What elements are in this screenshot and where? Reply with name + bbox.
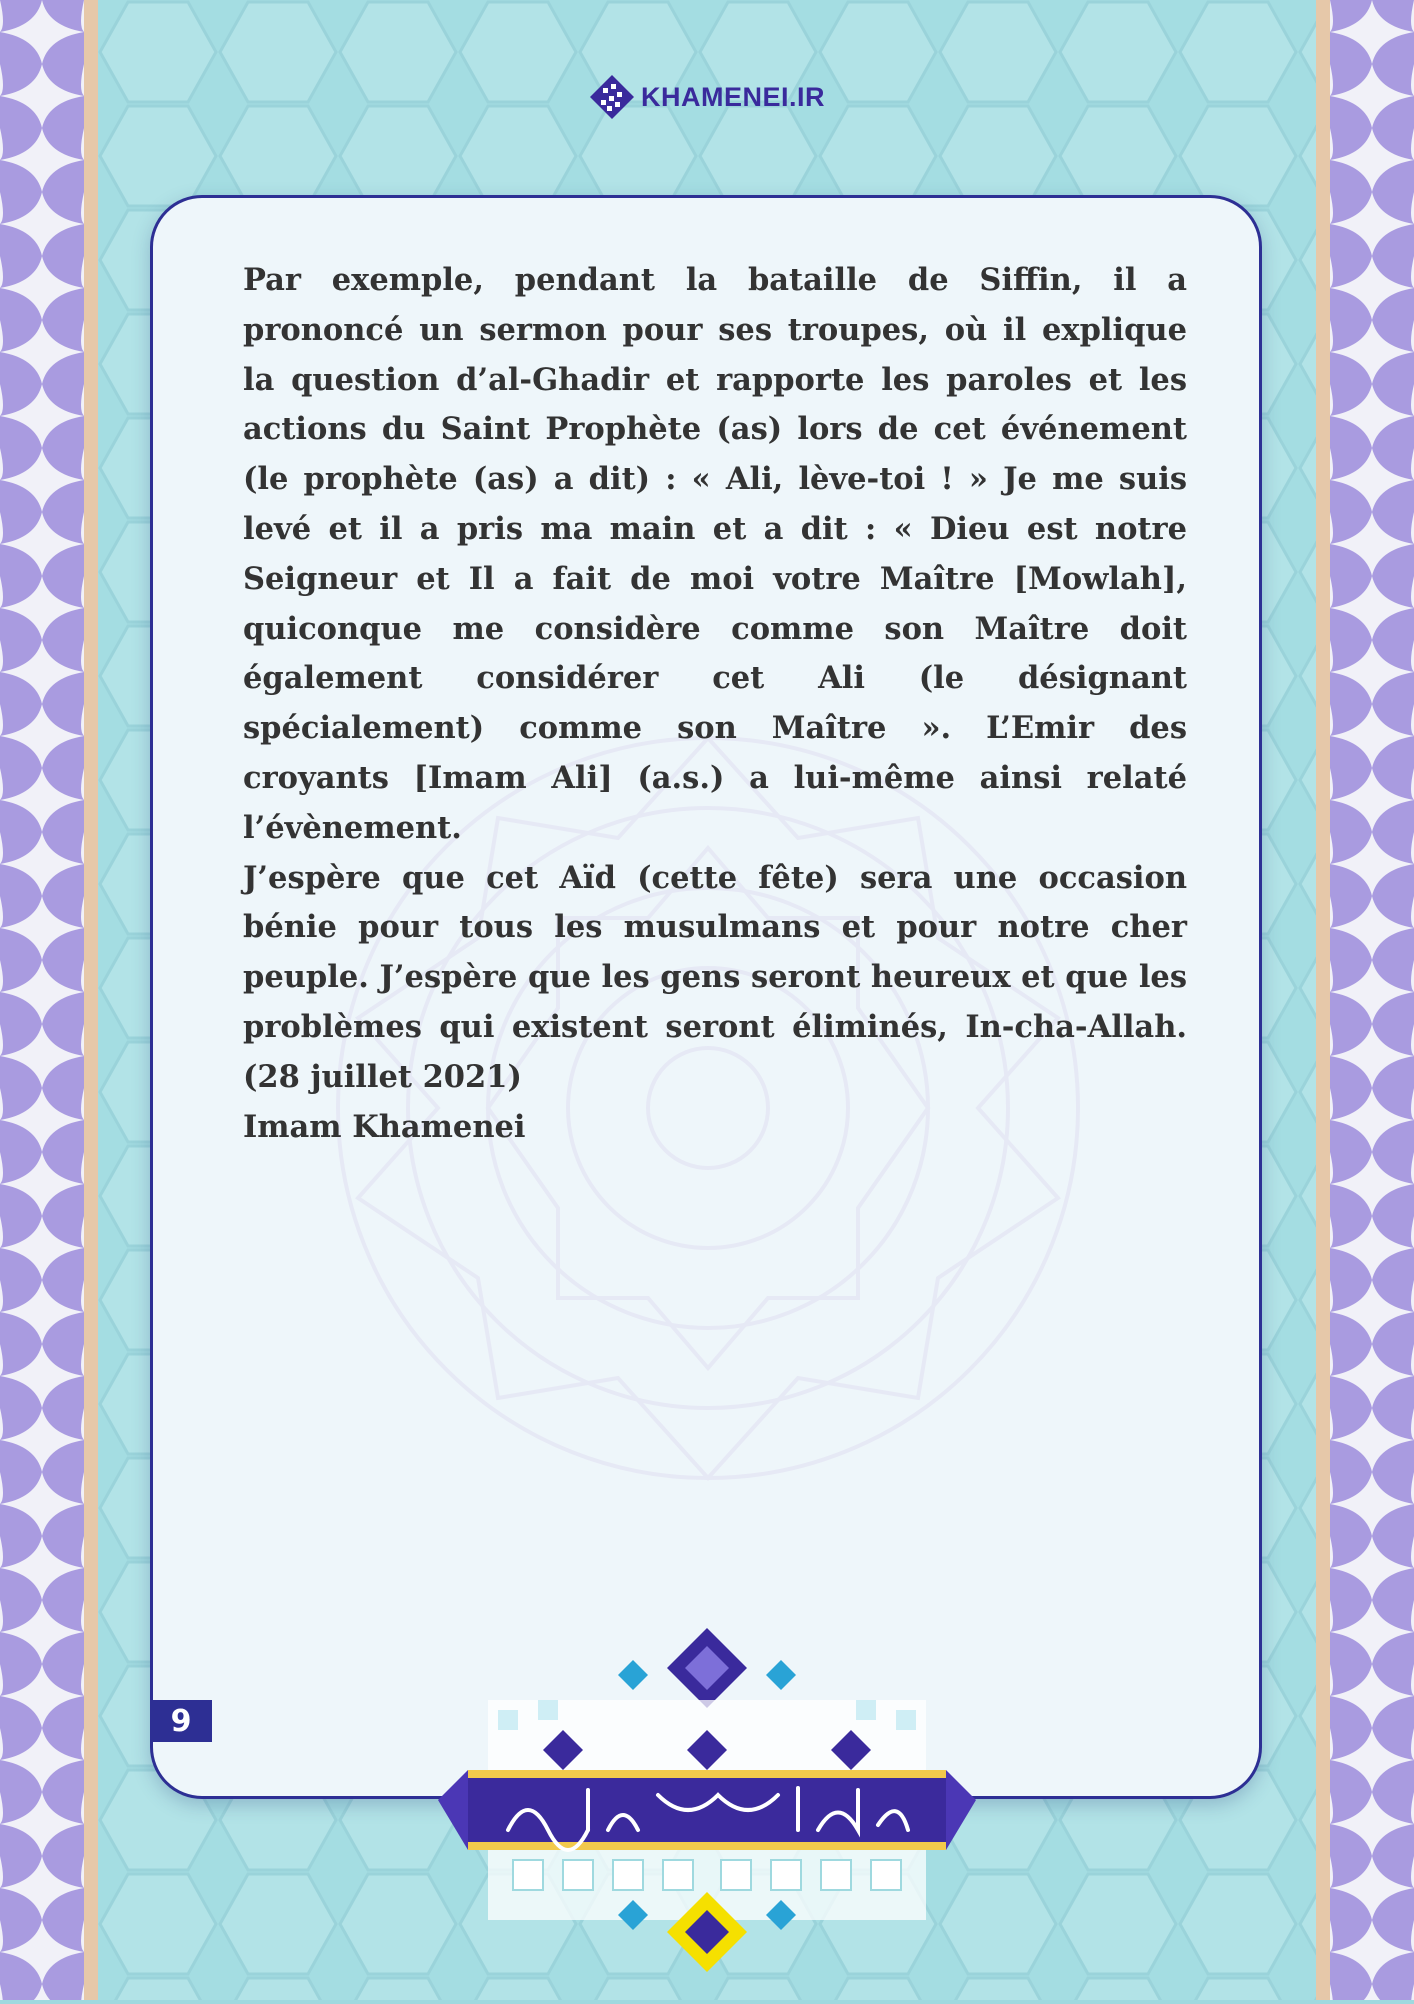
site-logo[interactable] — [0, 74, 1414, 120]
article-text — [243, 256, 1187, 1152]
content-card — [150, 195, 1262, 1799]
page-number: 9 — [150, 1700, 212, 1742]
signature: Imam Khamenei — [243, 1108, 526, 1145]
right-border-trim — [1316, 0, 1330, 2000]
logo-text: KHAMENEI.IR — [640, 81, 825, 112]
paragraph-2: J’espère que cet Aïd (cette fête) sera une occasion bénie pour tous les musulmans et pour notre cher peuple. J’espère que les gens seront heureux et que les problèmes qui existent seront éliminés, In-cha-Allah. (28 juillet 2021) — [243, 859, 1187, 1095]
logo-mark-icon — [589, 74, 635, 120]
left-border-trim — [84, 0, 98, 2000]
calligraphy-ornament-icon — [418, 1620, 996, 1980]
left-decorative-border — [0, 0, 84, 2000]
right-decorative-border — [1330, 0, 1414, 2000]
paragraph-1: Par exemple, pendant la bataille de Siffin, il a prononcé un sermon pour ses troupes, où il explique la question d’al-Ghadir et rapporte les paroles et les actions du Saint Prophète (as) lors de cet événement (le prophète (as) a dit) : « Ali, lève-toi ! » Je me suis levé et il a pris ma main et a dit : « Dieu est notre Seigneur et Il a fait de moi votre Maître [Mowlah], quiconque me considère comme son Maître doit également considérer cet Ali (le désignant spécialement) comme son Maître ». L’Emir des croyants [Imam Ali] (a.s.) a lui-même ainsi relaté l’évènement. — [243, 262, 1187, 846]
